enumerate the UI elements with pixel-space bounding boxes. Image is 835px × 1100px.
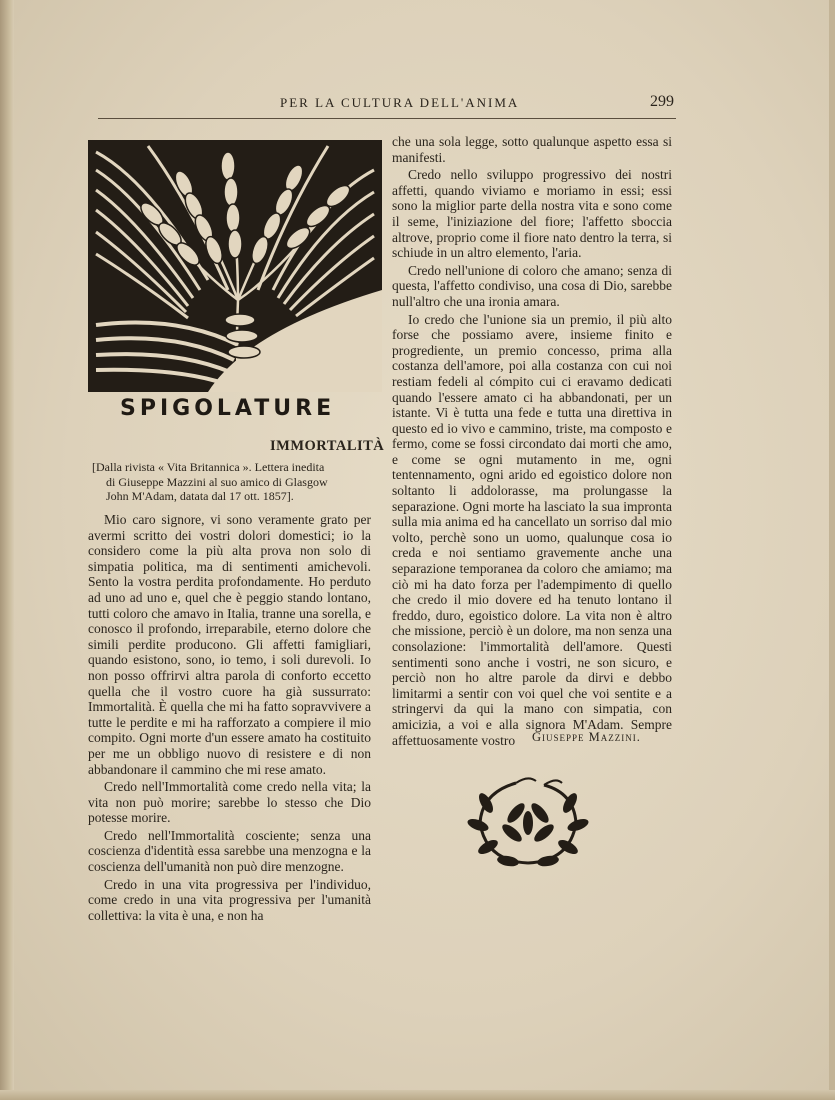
- laurel-wreath-ornament-icon: [466, 773, 590, 873]
- header-rule: [98, 118, 676, 119]
- signature: Giuseppe Mazzini.: [532, 730, 641, 744]
- section-title: SPIGOLATURE: [120, 396, 336, 421]
- paragraph-continuation: che una sola legge, sotto qualunque aspetto essa si manifesti.: [392, 134, 672, 165]
- book-spine-shadow: [0, 0, 14, 1100]
- source-note-line: John M'Adam, datata dal 17 ott. 1857].: [106, 489, 294, 503]
- paragraph: Credo nell'unione di coloro che amano; senza di questa, l'affetto condiviso, una cosa di Dio, sarebbe null'altro che una ironia amara.: [392, 262, 672, 309]
- page-right-edge: [829, 0, 835, 1100]
- page-bottom-edge: [0, 1090, 835, 1100]
- article-subtitle: IMMORTALITÀ: [270, 438, 385, 454]
- running-header: [100, 95, 678, 115]
- source-note: [92, 460, 370, 504]
- page-number: 299: [650, 93, 674, 110]
- paragraph: Credo nello sviluppo progressivo dei nostri affetti, quando viviamo e moriamo in essi; essi sono la miglior parte della nostra vita e sono come il seme, l'iniziazione del fiore; l'affetto sboccia altrove, proprio come il fiore nato dentro la terra, si schiude in un altro elemento, l'aria.: [392, 167, 672, 261]
- paragraph: Mio caro signore, vi sono veramente grato per avermi scritto dei vostri dolori domestici; io la considero come la più alta prova non solo di simpatia politica, ma di sentimenti amichevoli. Sento la vostra perdita profondamente. Ho perduto ad uno ad uno e, quel che è peggio stando lontano, tutti coloro che amavo in Italia, tranne una sorella, e conosco il profondo, irreparabile, eterno dolore che simili perdite producono. Gli affetti famigliari, quando esistono, sono, io temo, i soli durevoli. Io non posso offrirvi altra parola di conforto eccetto quella che il vostro cuore ha già sussurrato: Immortalità. È quella che mi ha fatto sopravvivere a tutte le perdite e mi ha rafforzato a compiere il mio compito. Ogni morte d'un essere amato ha costituito per me un obbligo nuovo di resistere e di non abbandonare il cammino che mi rese amato.: [88, 512, 371, 777]
- left-column-text: [88, 512, 371, 923]
- source-note-line: di Giuseppe Mazzini al suo amico di Glasgow: [106, 474, 328, 489]
- right-column-text: [392, 134, 672, 748]
- paragraph: Io credo che l'unione sia un premio, il più alto forse che possiamo avere, insieme finito e progrediente, un premio concesso, prima alla costanza dell'amore, poi alla costanza con cui noi restiam fedeli al cómpito cui ci eravamo dedicati quando l'essere amato ci ha abbandonati, per un istante. Vi è tutta una fede e tutta una direttiva in questo ed io vivo e cammino, triste, ma composto e fermo, come se fossi circondato dai morti che amo, e come se ogni mutamento in me, ogni tentennamento, ogni arido ed egoistico dolore non soltanto li addolorasse, ma prolungasse la separazione. Ogni morte ha lasciato la sua impronta sulla mia anima ed ha cancellato un sorriso dal mio volto, perchè sono un uomo, qualunque cosa io creda e noi sentiamo gravemente anche una separazione temporanea da coloro che amiamo; ma ciò mi ha dato forza per l'adempimento di quello che credo il mio dovere ed ha tenuto lontano il freddo, duro, egoistico dolore. La vita non è altro che missione, perciò è un dolore, ma non senza una consolazione: l'immortalità dell'amore. Questi sentimenti sono anche i vostri, ne son sicuro, e perciò non ho altre parole da dirvi e debbo limitarmi a sentir con voi quel che voi sentite e a stringervi da qui la mano con simpatia, con amicizia, a voi e alla signora M'Adam. Sempre affettuosamente vostro: [392, 311, 672, 748]
- paragraph: Credo nell'Immortalità cosciente; senza una coscienza d'identità essa sarebbe una menzogna e la coscienza dell'umanità non può dire menzogne.: [88, 827, 371, 875]
- paragraph: Credo nell'Immortalità come credo nella vita; la vita non può morire; sarebbe lo stesso che Dio potesse morire.: [88, 779, 371, 826]
- paragraph: Credo in una vita progressiva per l'individuo, come credo in una vita progressiva per l'umanità collettiva: la vita è una, e non ha: [88, 876, 371, 923]
- running-title: PER LA CULTURA DELL'ANIMA: [280, 95, 520, 110]
- wheat-sheaf-woodcut-icon: [88, 140, 382, 392]
- source-note-line: [Dalla rivista « Vita Britannica ». Lettera inedita: [92, 460, 325, 474]
